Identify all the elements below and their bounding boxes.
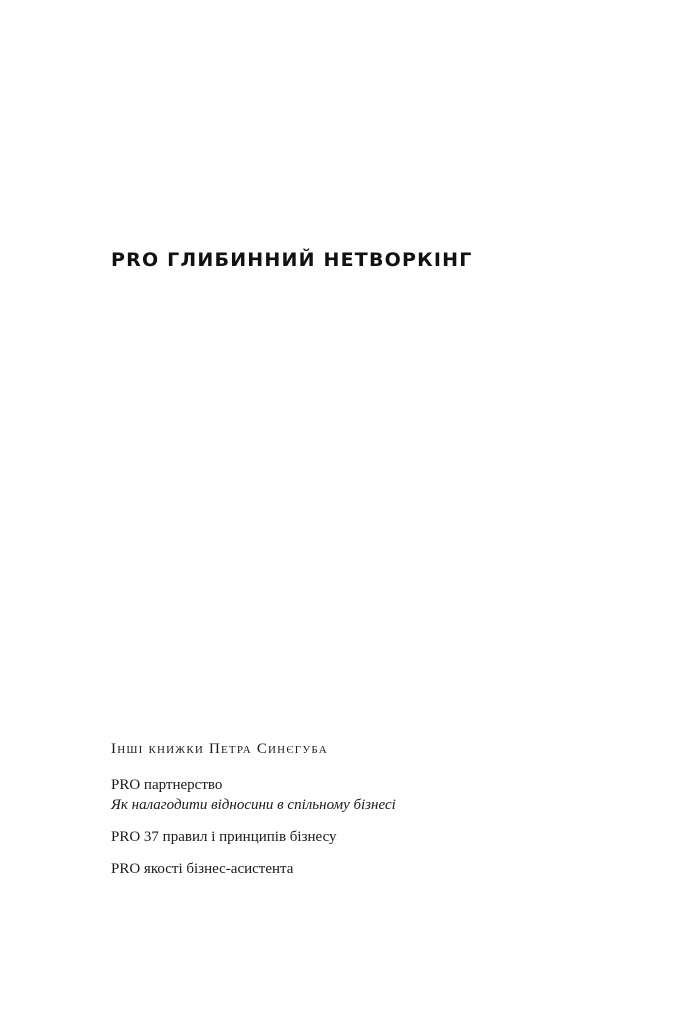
book-subtitle: Як налагодити відносини в спільному бізнесі <box>111 797 396 813</box>
book-item <box>111 859 631 879</box>
book-title: PRO якості бізнес-асистента <box>111 861 294 877</box>
page-title: PRO ГЛИБИННИЙ НЕТВОРКІНГ <box>111 249 473 271</box>
other-books-section <box>111 739 631 891</box>
book-item <box>111 827 631 847</box>
other-books-heading: Інші книжки Петра Синєгуба <box>111 741 328 757</box>
book-item <box>111 775 631 815</box>
book-title: PRO 37 правил і принципів бізнесу <box>111 829 337 845</box>
book-title: PRO партнерство <box>111 777 223 793</box>
book-list <box>111 775 631 879</box>
